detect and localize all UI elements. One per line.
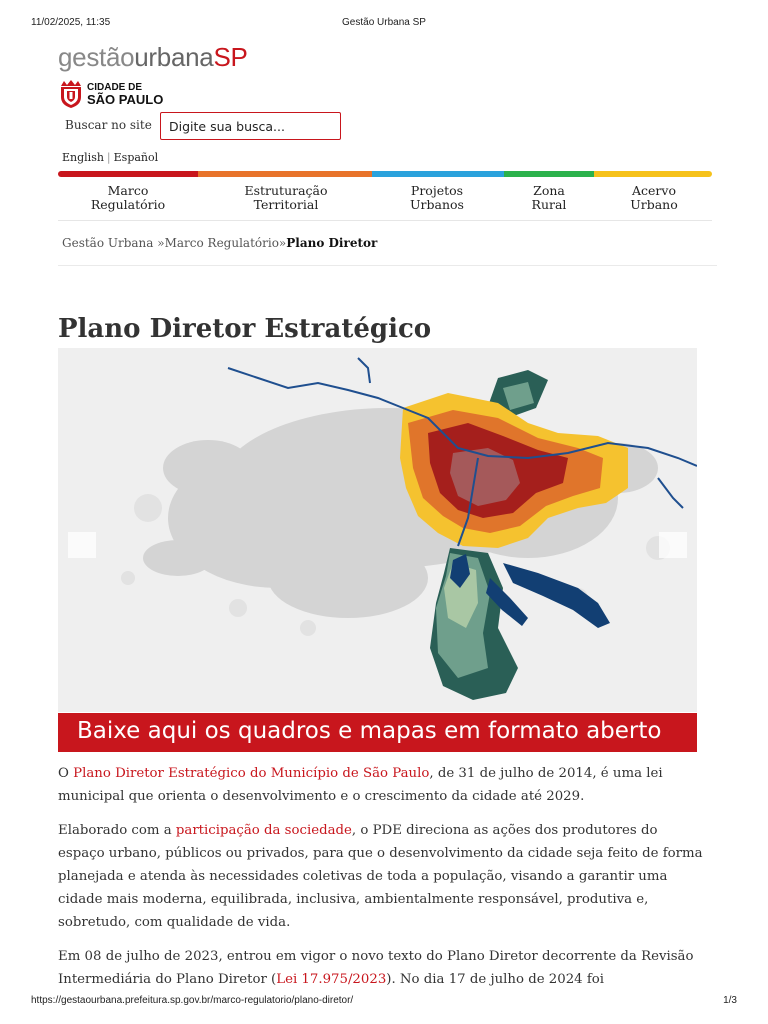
page-title: Plano Diretor Estratégico: [58, 314, 432, 344]
breadcrumb-section[interactable]: Marco Regulatório: [164, 236, 279, 250]
lang-separator: |: [106, 151, 111, 164]
site-logo[interactable]: [58, 40, 248, 74]
nav-item-line: Urbano: [630, 197, 678, 212]
nav-item-line: Urbanos: [410, 197, 464, 212]
participation-link[interactable]: participação da sociedade: [175, 823, 352, 838]
carousel-next-button[interactable]: [659, 532, 687, 558]
city-name-line1: CIDADE DE: [87, 82, 143, 93]
city-name: [87, 82, 163, 106]
content-paragraph: [58, 819, 708, 934]
nav-item-zona-rural[interactable]: [514, 184, 584, 212]
nav-item-line: Acervo: [632, 183, 676, 198]
search-label: Buscar no site: [65, 118, 152, 132]
text-run: , o PDE direciona as ações dos produtores do espaço urbano, públicos ou privados, para que o desenvolvimento da cidade seja feito de forma planejada e atenda às necessidades coletivas de toda a população, visando a garantir uma cidade mais moderna, equilibrada, inclusiva, ambientalmente responsável, produtiva e, sobretudo, com qualidade de vida.: [58, 823, 703, 930]
nav-item-line: Rural: [531, 197, 567, 212]
map-carousel: [58, 348, 697, 712]
breadcrumb-current: Plano Diretor: [286, 236, 378, 250]
open-data-banner[interactable]: [58, 713, 697, 752]
lang-english-link[interactable]: English: [62, 151, 104, 164]
divider: [58, 265, 717, 266]
logo-part-urbana: urbana: [134, 42, 214, 72]
nav-item-estruturacao-territorial[interactable]: [228, 184, 344, 212]
sao-paulo-zoning-map: [58, 348, 697, 712]
carousel-prev-button[interactable]: [68, 532, 96, 558]
content-paragraph: [58, 945, 708, 991]
content-paragraph: [58, 762, 708, 808]
nav-item-marco-regulatorio[interactable]: [78, 184, 178, 212]
print-page-number: 1/3: [723, 995, 737, 1006]
print-header: [0, 17, 768, 31]
breadcrumb: [62, 236, 377, 250]
language-switcher: [62, 151, 158, 164]
logo-part-gestao: gestão: [58, 42, 135, 72]
print-doc-title: Gestão Urbana SP: [342, 17, 426, 28]
print-url: https://gestaourbana.prefeitura.sp.gov.br/marco-regulatorio/plano-diretor/: [31, 995, 354, 1006]
law-17975-link[interactable]: Lei 17.975/2023: [276, 972, 387, 987]
search-input[interactable]: [160, 112, 341, 140]
nav-item-projetos-urbanos[interactable]: [392, 184, 482, 212]
breadcrumb-home[interactable]: Gestão Urbana: [62, 236, 154, 250]
text-run: Elaborado com a: [58, 823, 176, 838]
nav-item-line: Zona: [533, 183, 565, 198]
breadcrumb-separator: »: [153, 236, 165, 250]
logo-part-sp: SP: [213, 42, 248, 72]
nav-item-line: Territorial: [253, 197, 319, 212]
text-run: O: [58, 766, 74, 781]
lang-spanish-link[interactable]: Español: [113, 151, 159, 164]
print-datetime: 11/02/2025, 11:35: [31, 17, 111, 28]
nav-item-acervo-urbano[interactable]: [614, 184, 694, 212]
nav-item-line: Regulatório: [90, 197, 166, 212]
coat-of-arms-icon: [58, 79, 84, 109]
main-content: [58, 762, 708, 1002]
city-name-line2: SÃO PAULO: [87, 92, 164, 107]
nav-item-line: Estruturação: [244, 183, 328, 198]
nav-item-line: Projetos: [410, 183, 464, 198]
text-run: ). No dia 17 de julho de 2024 foi: [386, 972, 605, 987]
nav-item-line: Marco: [107, 183, 149, 198]
text-run: Em 08 de julho de 2023, entrou em vigor o novo texto do Plano Diretor decorrente da Revisão Intermediária do Plano Diretor (: [58, 949, 694, 987]
print-footer: [0, 995, 768, 1009]
open-data-banner-text: Baixe aqui os quadros e mapas em formato aberto: [77, 718, 662, 744]
breadcrumb-separator: »: [278, 236, 287, 250]
pde-law-link[interactable]: Plano Diretor Estratégico do Município de São Paulo: [73, 766, 430, 781]
city-hall-logo[interactable]: [58, 79, 163, 109]
main-nav: [58, 177, 712, 221]
text-run: , de 31 de julho de 2014, é uma lei municipal que orienta o desenvolvimento e o crescimento da cidade até 2029.: [58, 766, 663, 804]
